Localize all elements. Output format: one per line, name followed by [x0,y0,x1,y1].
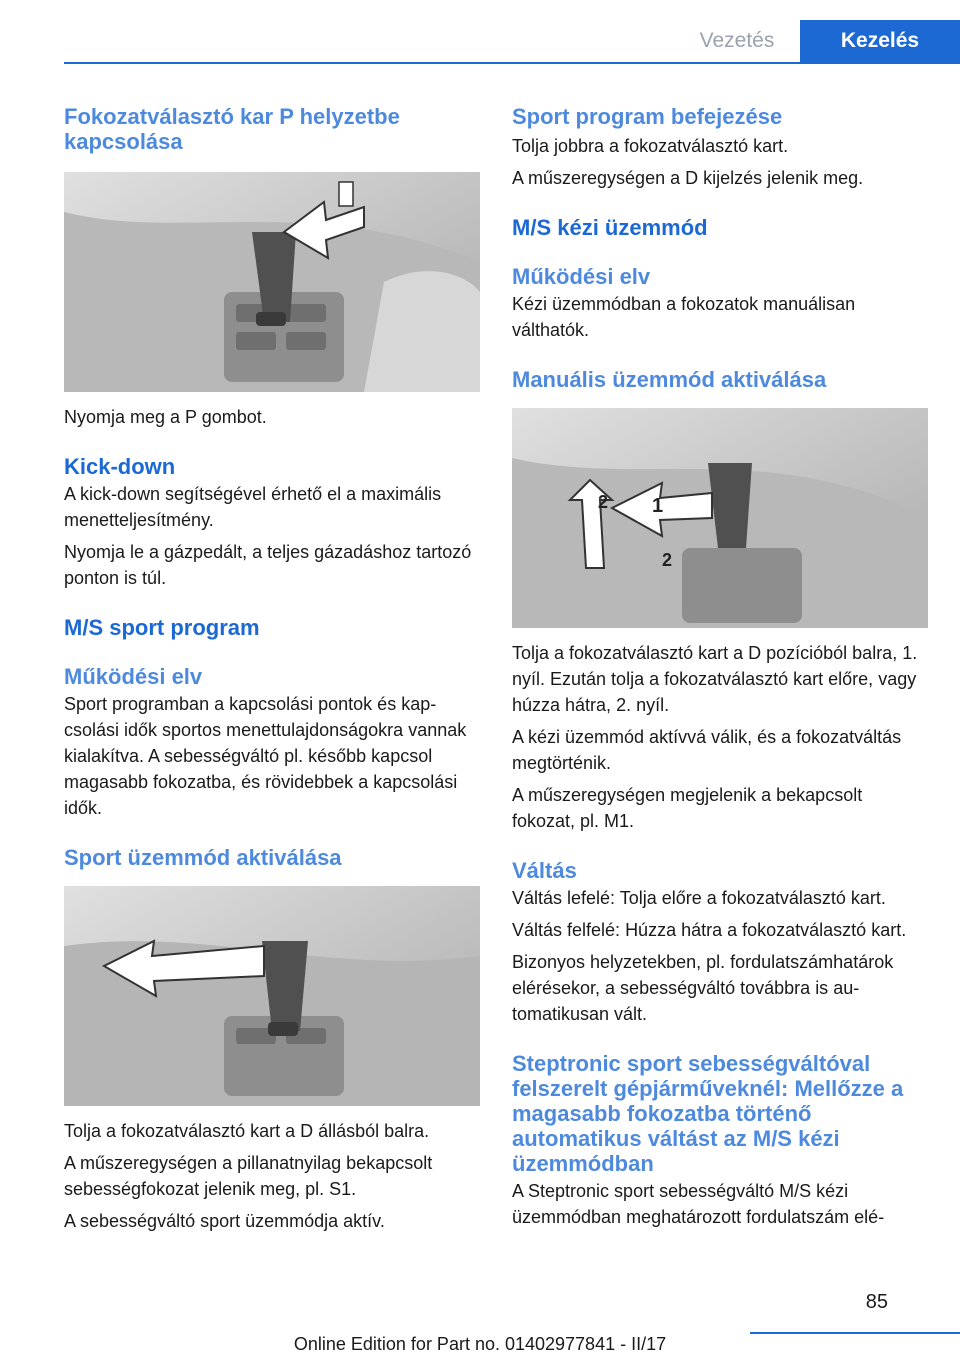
figure-sport-activation [64,886,480,1106]
arrow-label-2a: 2 [598,492,609,512]
text-manual-2: A kézi üzemmód aktívvá válik, és a fokozatváltás megtörténik. [512,727,902,773]
text-sport-end-1: Tolja jobbra a fokozatválasztó kart. [512,136,789,156]
tab-vezetes[interactable]: Vezetés [699,29,775,52]
heading-kick-down: Kick-down [64,454,176,479]
text-valtas-3: Bizonyos helyzetekben, pl. fordulatszámhatárok elérésekor, a sebességváltó továbbra is automatikusan vált. [512,952,894,1024]
footer-edition: Online Edition for Part no. 01402977841 - II/17 [293,1334,667,1354]
gear-selector-manual-illustration [512,408,928,628]
heading-ms-sport: M/S sport program [64,615,260,640]
text-manual-3: A műszeregységen megjelenik a bekapcsolt fokozat, pl. M1. [512,785,863,831]
text-manual-principle: Kézi üzemmódban a fokozatok manuálisan válthatók. [512,294,856,340]
heading-sport-activation: Sport üzemmód aktiválása [64,845,342,870]
text-manual-1: Tolja a fokozatválasztó kart a D pozícióból balra, 1. nyíl. Ezután tolja a fokozatválasztó kart előre, vagy húzza hátra, 2. nyíl. [512,643,918,715]
heading-mukodesi-elv-right: Működési elv [512,264,651,289]
heading-ms-manual: M/S kézi üzemmód [512,215,708,240]
text-sport-1: Tolja a fokozatválasztó kart a D állásból balra. [64,1121,430,1141]
page-header [64,0,960,64]
heading-valtas: Váltás [512,858,577,883]
gear-selector-left-illustration [64,886,480,1106]
text-kick-down-1: A kick-down segítségével érhető el a maximális menetteljesítmény. [64,484,442,530]
arrow-label-1: 1 [652,495,664,517]
heading-sport-end: Sport program befejezése [512,104,783,129]
heading-p-position: Fokozatválasztó kar P helyzetbe kapcsolása [64,104,400,154]
text-valtas-2: Váltás felfelé: Húzza hátra a fokozatválasztó kart. [512,920,907,940]
heading-mukodesi-elv: Működési elv [64,664,203,689]
tab-kezeles[interactable]: Kezelés [800,20,960,62]
text-kick-down-2: Nyomja le a gázpedált, a teljes gázadáshoz tartozó ponton is túl. [64,542,472,588]
left-column [64,100,480,1234]
text-mukodesi-elv: Sport programban a kapcsolási pontok és kapcsolási idők sportos menettulajdonságokra vannak kialakítva. A sebességváltó pl. később kapcsol magasabb fokozatba, és rövidebbek a kapcsolási idők. [64,694,467,818]
gear-selector-illustration [64,172,480,392]
text-p-button: Nyomja meg a P gombot. [64,407,267,427]
figure-p-button [64,172,480,392]
text-sport-2: A műszeregységen a pillanatnyilag bekapcsolt sebességfokozat jelenik meg, pl. S1. [64,1153,433,1199]
text-sport-3: A sebességváltó sport üzemmódja aktív. [64,1211,385,1231]
text-steptronic: A Steptronic sport sebességváltó M/S kézi üzemmódban meghatározott fordulatszám elé- [512,1181,885,1227]
arrow-label-2b: 2 [662,550,673,570]
page-number: 85 [865,1291,888,1313]
heading-steptronic: Steptronic sport sebességváltóval felszerelt gépjárműveknél: Mellőzze a magasabb fokozatba történő automatikus váltást az M/S kézi üzemmódban [512,1051,904,1176]
heading-manual-activation: Manuális üzemmód aktiválása [512,367,827,392]
figure-manual-activation [512,408,928,628]
text-valtas-1: Váltás lefelé: Tolja előre a fokozatválasztó kart. [512,888,886,908]
right-column [512,100,928,1230]
text-sport-end-2: A műszeregységen a D kijelzés jelenik meg. [512,168,864,188]
